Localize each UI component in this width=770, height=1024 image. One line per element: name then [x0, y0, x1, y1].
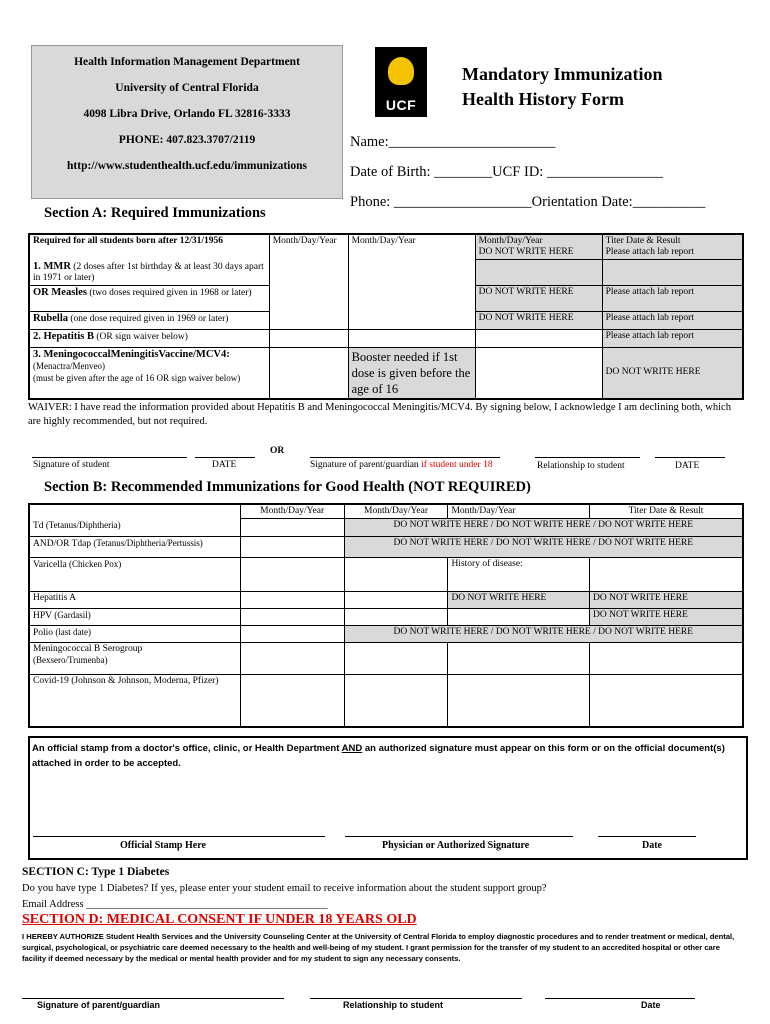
measles-dnw: DO NOT WRITE HERE: [475, 285, 602, 311]
varicella-row: Varicella (Chicken Pox): [29, 558, 240, 592]
mening-date-1[interactable]: [269, 347, 348, 399]
logo-text: UCF: [385, 97, 417, 113]
section-d-title: SECTION D: MEDICAL CONSENT IF UNDER 18 YEARS OLD: [22, 912, 417, 927]
header-box: [31, 45, 343, 199]
measles-row: OR Measles (two doses required given in 1968 or later): [29, 285, 269, 311]
col-date-1[interactable]: Month/Day/Year: [269, 234, 348, 329]
physician-signature-label[interactable]: Physician or Authorized Signature: [382, 840, 530, 851]
hepa-dnw-2: DO NOT WRITE HERE: [589, 592, 743, 609]
measles-lab: Please attach lab report: [602, 285, 743, 311]
form-title: [462, 62, 663, 112]
rubella-row: Rubella (one dose required given in 1969 or later): [29, 311, 269, 329]
history-of-disease[interactable]: History of disease:: [448, 558, 590, 592]
mening-dnw: DO NOT WRITE HERE: [602, 347, 743, 399]
dept-name: Health Information Management Department: [74, 56, 300, 68]
relationship-label[interactable]: Relationship to student: [537, 461, 625, 471]
waiver-date-label[interactable]: DATE: [212, 460, 237, 470]
col-titer: Titer Date & Result Please attach lab report: [602, 234, 743, 260]
sig-student-label[interactable]: Signature of student: [33, 460, 110, 470]
hepb-row: 2. Hepatitis B (OR sign waiver below): [29, 329, 269, 347]
ucf-logo: [375, 47, 427, 117]
waiver-or: OR: [270, 446, 285, 456]
polio-row: Polio (last date): [29, 626, 240, 643]
consent-parent-signature[interactable]: Signature of parent/guardian: [37, 1000, 161, 1010]
meningococcal-row: 3. MeningococcalMeningitisVaccine/MCV4: (Menactra/Menveo) (must be given after the age of 16 OR sign waiver below): [29, 347, 269, 399]
name-field[interactable]: Name:_______________________: [350, 134, 556, 150]
polio-dnw: DO NOT WRITE HERE / DO NOT WRITE HERE / DO NOT WRITE HERE: [344, 626, 743, 643]
recommended-immunizations-table: [28, 503, 744, 728]
tdap-dnw: DO NOT WRITE HERE / DO NOT WRITE HERE / DO NOT WRITE HERE: [344, 537, 743, 558]
hepb-date-2[interactable]: [348, 329, 475, 347]
col-date-3: Month/Day/Year DO NOT WRITE HERE: [475, 234, 602, 260]
mmr-row: 1. MMR (2 doses after 1st birthday & at least 30 days apart in 1971 or later): [29, 260, 269, 286]
menb-row: Meningococcal B Serogroup (Bexsero/Trumenba): [29, 643, 240, 675]
university-name: University of Central Florida: [115, 82, 259, 94]
title-line-1: Mandatory Immunization: [462, 64, 663, 84]
col-required: Required for all students born after 12/31/1956: [29, 234, 269, 260]
waiver-date2-label[interactable]: DATE: [675, 461, 700, 471]
hpv-dnw: DO NOT WRITE HERE: [589, 609, 743, 626]
mening-date-3[interactable]: [475, 347, 602, 399]
hepb-date-1[interactable]: [269, 329, 348, 347]
section-c-title: SECTION C: Type 1 Diabetes: [22, 866, 170, 878]
booster-note: Booster needed if 1st dose is given before the age of 16: [348, 347, 475, 399]
hepa-dnw-1: DO NOT WRITE HERE: [448, 592, 590, 609]
td-dnw: DO NOT WRITE HERE / DO NOT WRITE HERE / DO NOT WRITE HERE: [344, 519, 743, 537]
hepb-date-3[interactable]: [475, 329, 602, 347]
dob-ucfid-field[interactable]: Date of Birth: ________UCF ID: ________________: [350, 164, 663, 180]
stamp-instructions: An official stamp from a doctor's office, clinic, or Health Department AND an authorized signature must appear on this form or on the official document(s) attached in order to be accepted.: [32, 743, 725, 769]
required-immunizations-table: [28, 233, 744, 400]
stamp-date-label[interactable]: Date: [642, 840, 662, 851]
section-b-title: Section B: Recommended Immunizations for Good Health (NOT REQUIRED): [44, 479, 531, 495]
b-col-3: Month/Day/Year: [448, 504, 590, 519]
tdap-row: AND/OR Tdap (Tetanus/Diphtheria/Pertussis): [29, 537, 240, 558]
consent-text: I HEREBY AUTHORIZE Student Health Services and the University Counseling Center at the University of Central Florida to employ diagnostic procedures and to render treatment or medical, dental, surgical, psychological, or psychiatric care deemed necessary to the health and well-being of my student. I grant permission for the transfer of my student to an accredited hospital or other care facility if deemed necessary by the medical or mental health provider and for my student to sign any necessary consents.: [22, 932, 735, 963]
b-col-1: Month/Day/Year: [240, 504, 344, 519]
phone: PHONE: 407.823.3707/2119: [118, 134, 256, 146]
diabetes-question: Do you have type 1 Diabetes? If yes, please enter your student email to receive information about the student support group?: [22, 883, 547, 894]
website-link[interactable]: http://www.studenthealth.ucf.edu/immunizations: [67, 160, 307, 172]
consent-date[interactable]: Date: [641, 1000, 661, 1010]
waiver-text: WAIVER: I have read the information provided about Hepatitis B and Meningococcal Meningitis/MCV4. By signing below, I acknowledge I am declining both, which are highly recommended, but not required.: [28, 402, 731, 427]
col-date-2[interactable]: Month/Day/Year: [348, 234, 475, 329]
b-col-4: Titer Date & Result: [589, 504, 743, 519]
address: 4098 Libra Drive, Orlando FL 32816-3333: [83, 108, 291, 120]
hepa-row: Hepatitis A: [29, 592, 240, 609]
b-col-2: Month/Day/Year: [344, 504, 448, 519]
consent-relationship[interactable]: Relationship to student: [343, 1000, 443, 1010]
hepb-lab: Please attach lab report: [602, 329, 743, 347]
phone-orientation-field[interactable]: Phone: ___________________Orientation Date:__________: [350, 194, 706, 210]
pegasus-icon: [388, 57, 414, 85]
title-line-2: Health History Form: [462, 89, 624, 109]
email-field[interactable]: Email Address ______________________________________________: [22, 899, 328, 910]
td-row: Td (Tetanus/Diphtheria): [29, 519, 240, 537]
section-a-title: Section A: Required Immunizations: [44, 205, 266, 221]
rubella-dnw: DO NOT WRITE HERE: [475, 311, 602, 329]
covid-row: Covid-19 (Johnson & Johnson, Moderna, Pfizer): [29, 675, 240, 727]
hpv-row: HPV (Gardasil): [29, 609, 240, 626]
sig-parent-label[interactable]: Signature of parent/guardian if student under 18: [310, 460, 493, 470]
rubella-lab: Please attach lab report: [602, 311, 743, 329]
official-stamp-label: Official Stamp Here: [120, 840, 206, 851]
